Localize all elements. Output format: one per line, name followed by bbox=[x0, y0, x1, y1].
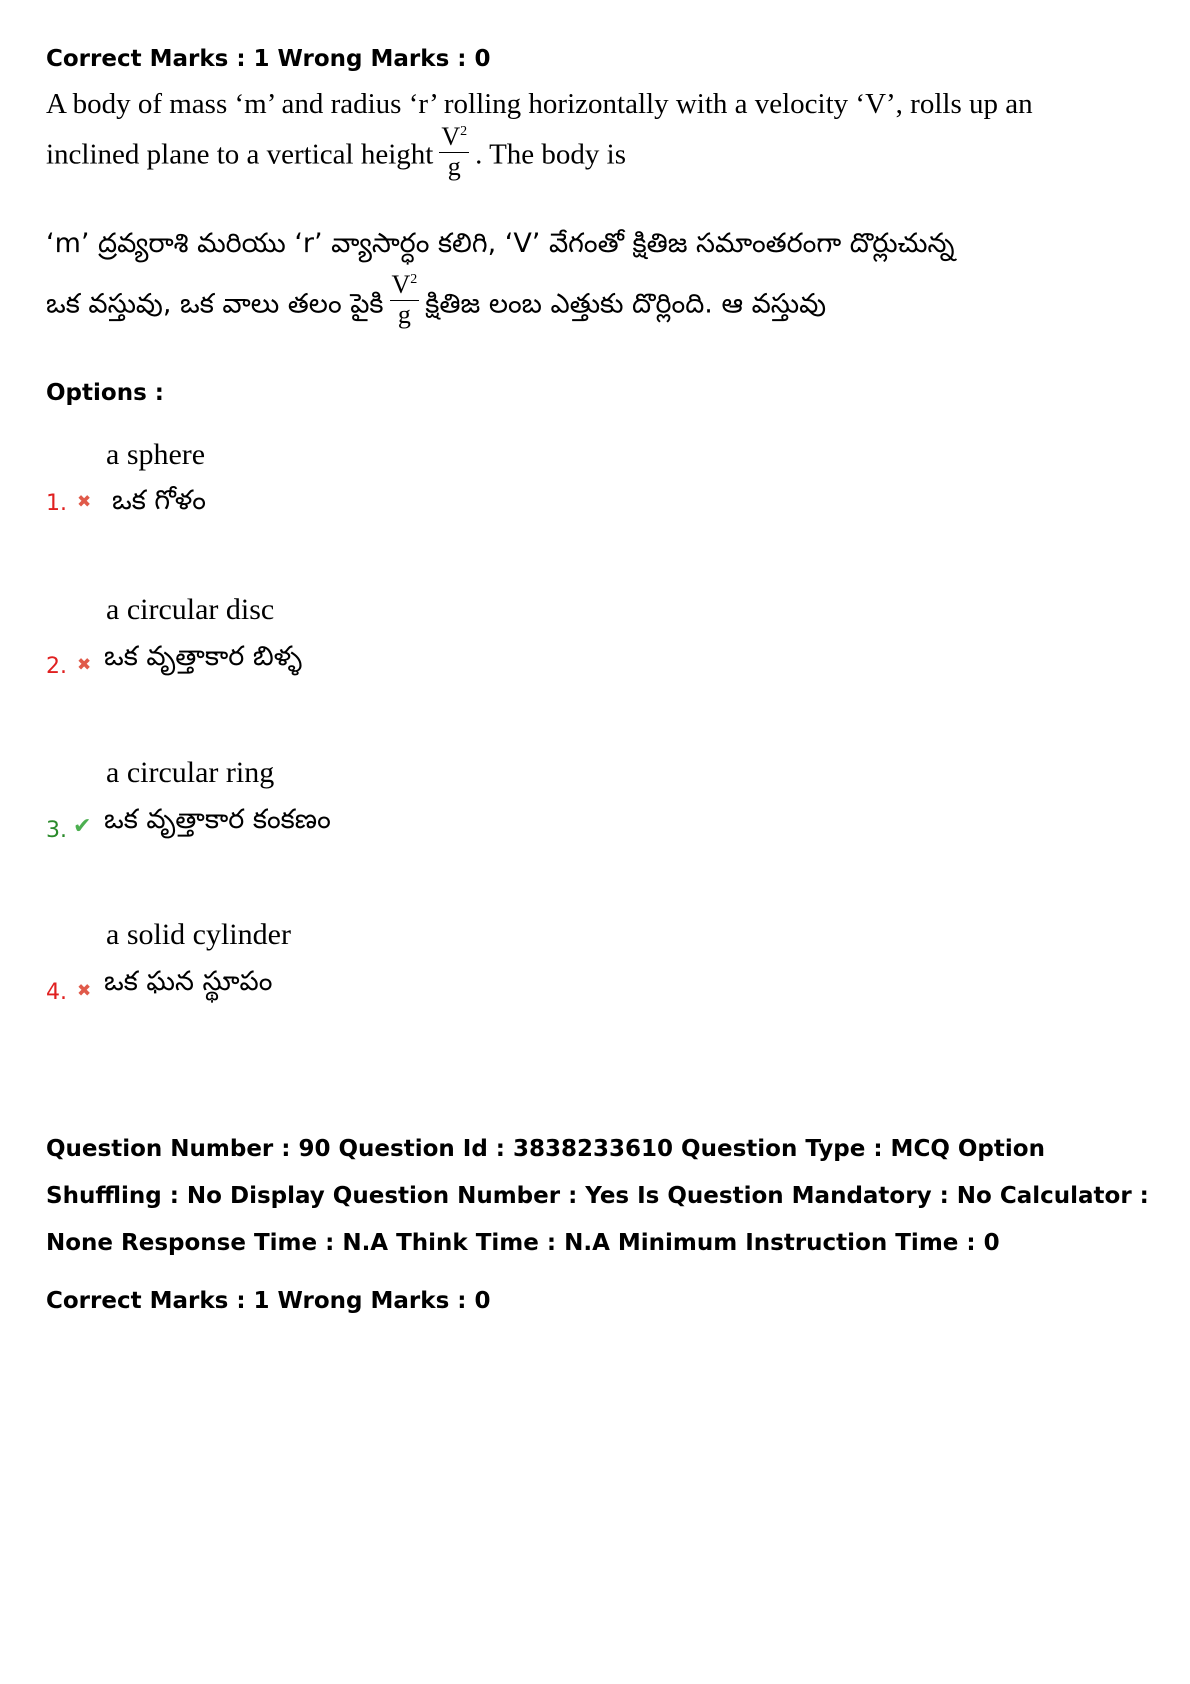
fraction-v2-over-g-te bbox=[390, 272, 420, 330]
check-icon: ✔ bbox=[73, 814, 92, 839]
correct-wrong-marks-bottom: Correct Marks : 1 Wrong Marks : 0 bbox=[46, 1288, 491, 1314]
fraction-denominator: g bbox=[447, 152, 461, 181]
option-number: 4. bbox=[46, 980, 67, 1005]
fraction-denominator-te: g bbox=[397, 300, 411, 329]
question-text-en-line1: A body of mass ‘m’ and radius ‘r’ rolling horizontally with a velocity ‘V’, rolls up an bbox=[46, 88, 1033, 120]
fraction-exponent: 2 bbox=[460, 124, 468, 139]
question-text-te-line2 bbox=[46, 270, 827, 334]
fraction-v2-over-g bbox=[439, 124, 469, 182]
option-text-en: a sphere bbox=[106, 438, 206, 471]
question-text-en-line2-pre: inclined plane to a vertical height bbox=[46, 138, 434, 171]
option-text-en: a circular disc bbox=[106, 593, 275, 626]
option-text-en: a solid cylinder bbox=[106, 918, 291, 951]
question-metadata: Question Number : 90 Question Id : 3838233610 Question Type : MCQ Option Shuffling : No Display Question Number : Yes Is Question Mandatory : No Calculator : None Response Time : N.A Think Time : N.A Minimum Instruction Time : 0 bbox=[46, 1136, 1149, 1256]
question-text-en-line2-post: . The body is bbox=[475, 138, 627, 171]
fraction-exponent-te: 2 bbox=[410, 272, 418, 287]
fraction-numerator-te: V bbox=[391, 270, 411, 299]
cross-icon: ✖ bbox=[77, 655, 92, 675]
option-text-te: ఒక వృత్తాకార బిళ్ళ bbox=[104, 641, 303, 672]
option-text-te: ఒక వృత్తాకార కంకణం bbox=[104, 804, 331, 835]
correct-wrong-marks: Correct Marks : 1 Wrong Marks : 0 bbox=[46, 46, 491, 72]
option-number: 1. bbox=[46, 491, 67, 516]
question-text-te-line2-post: క్షితిజ లంబ ఎత్తుకు దొర్లింది. ఆ వస్తువు bbox=[425, 288, 827, 320]
option-text-en: a circular ring bbox=[106, 756, 275, 789]
options-label: Options : bbox=[46, 380, 164, 406]
cross-icon: ✖ bbox=[77, 981, 92, 1001]
fraction-numerator: V bbox=[441, 122, 461, 151]
option-text-te: ఒక గోళం bbox=[112, 485, 206, 516]
question-text-te-line1: ‘m’ ద్రవ్యరాశి మరియు ‘r’ వ్యాసార్ధం కలిగి, ‘V’ వేగంతో క్షితిజ సమాంతరంగా దొర్లుచున్న bbox=[46, 228, 955, 259]
option-number: 3. bbox=[46, 818, 67, 843]
question-text-en-line2 bbox=[46, 122, 627, 186]
option-text-te: ఒక ఘన స్థూపం bbox=[104, 966, 273, 997]
question-text-te-line2-pre: ఒక వస్తువు, ఒక వాలు తలం పైకి bbox=[46, 288, 384, 320]
cross-icon: ✖ bbox=[77, 492, 92, 512]
option-number: 2. bbox=[46, 654, 67, 679]
